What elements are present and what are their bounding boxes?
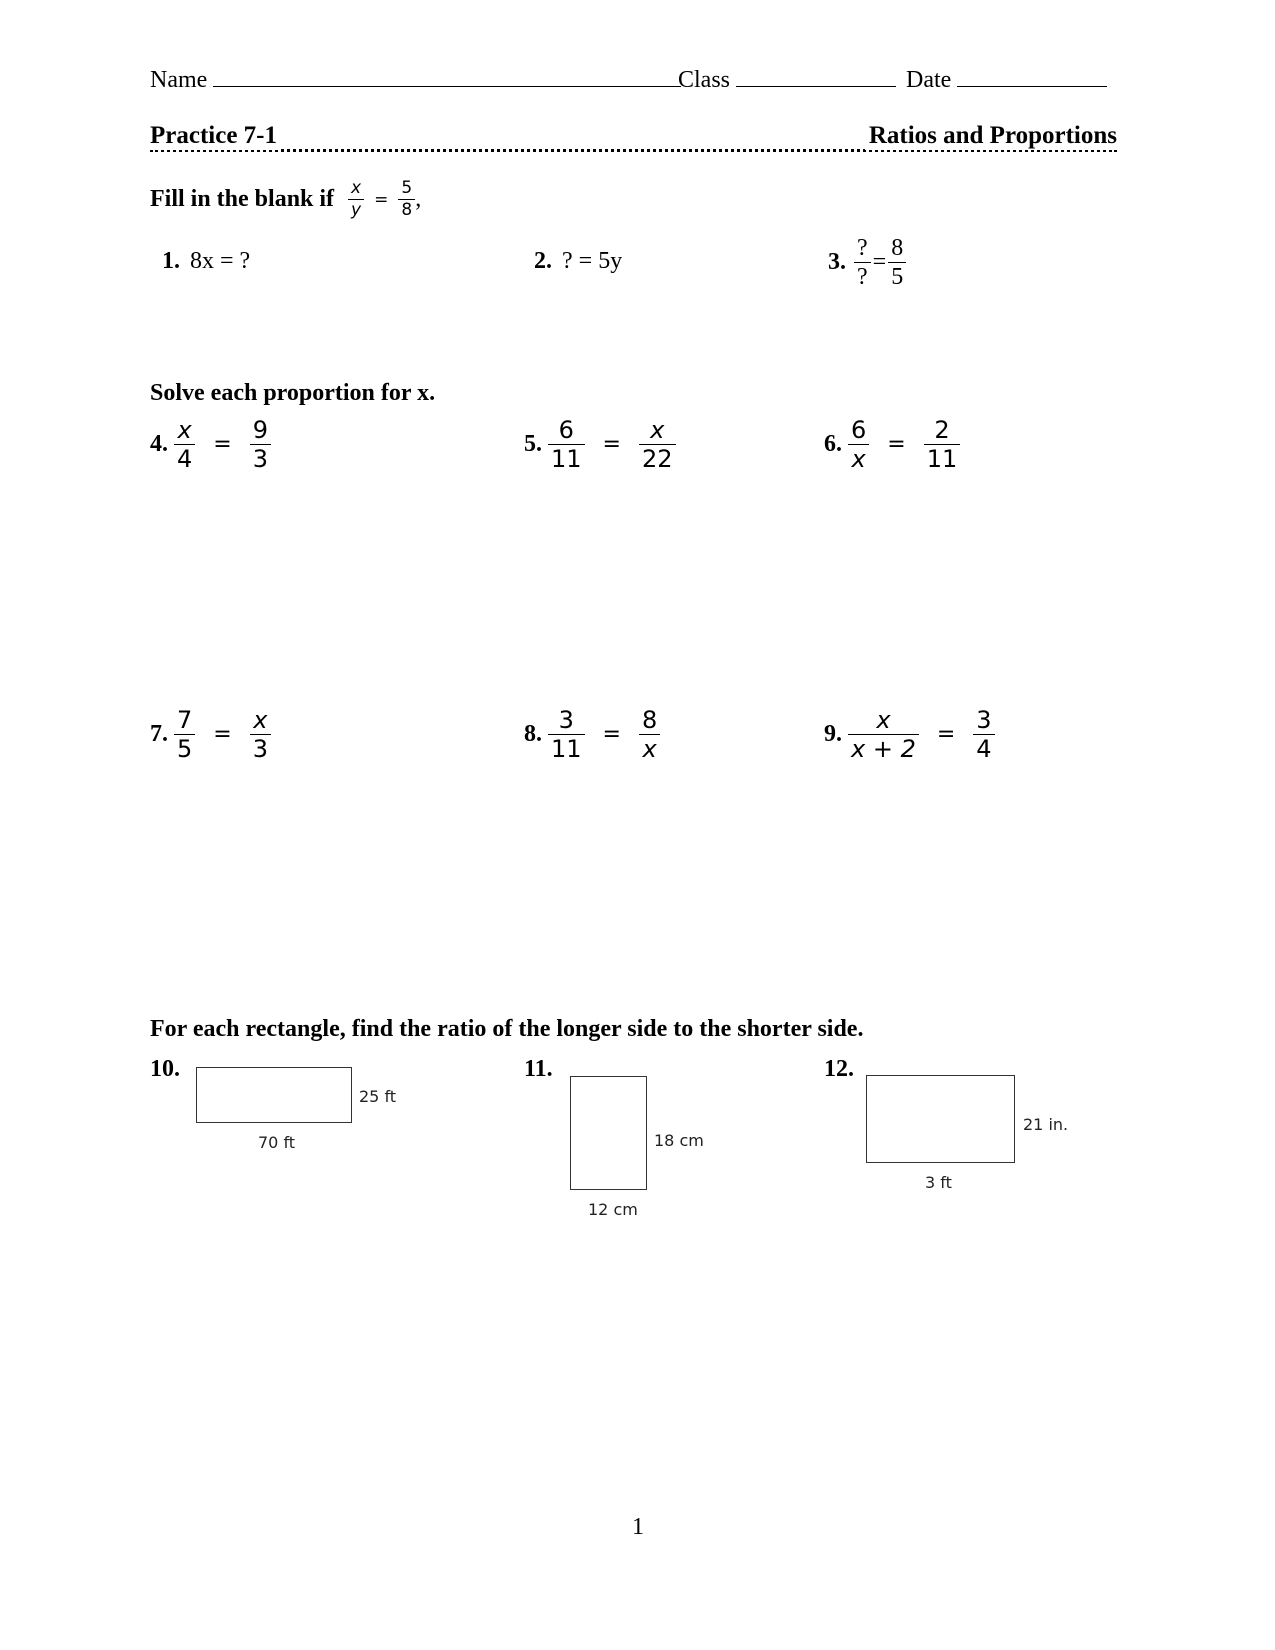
fraction-bar: [854, 262, 871, 263]
numerator: 6: [851, 416, 867, 444]
equals-sign: =: [936, 722, 956, 747]
denominator: 5: [891, 264, 904, 290]
problem-10-number: 10.: [150, 1056, 180, 1082]
numerator: 2: [934, 416, 950, 444]
problem-number: 7.: [150, 721, 168, 747]
given-trailing-comma: ,: [415, 186, 422, 212]
denominator: x + 2: [851, 735, 916, 763]
fraction-left: [174, 708, 195, 761]
numerator: x: [253, 706, 268, 734]
fraction-left: [174, 418, 195, 471]
section1-instruction: [150, 180, 421, 219]
problem-9: [824, 708, 995, 761]
section3-instruction: For each rectangle, find the ratio of the longer side to the shorter side.: [150, 1016, 864, 1042]
denominator: 11: [551, 445, 582, 473]
numerator: x: [876, 706, 891, 734]
fraction-right: [973, 708, 994, 761]
numerator: ?: [857, 235, 868, 261]
denominator: 5: [177, 735, 193, 763]
rectangle-11-bottom-label: 12 cm: [588, 1200, 638, 1219]
name-field[interactable]: [150, 66, 681, 94]
denominator: ?: [857, 264, 868, 290]
denominator: 22: [641, 445, 673, 473]
date-label: Date: [906, 67, 952, 93]
rectangle-10-bottom-label: 70 ft: [258, 1133, 296, 1152]
fraction-right: [924, 418, 961, 471]
worksheet-title-row: [150, 122, 1117, 156]
rectangle-11: [570, 1076, 647, 1190]
rectangle-12: [866, 1075, 1015, 1163]
problem-number: 1.: [162, 248, 180, 274]
numerator: 6: [558, 416, 574, 444]
rectangle-10: [196, 1067, 352, 1123]
page-number: 1: [632, 1514, 644, 1540]
topic-title: Ratios and Proportions: [865, 122, 1117, 150]
fraction-left: [548, 708, 585, 761]
denominator: x: [642, 735, 657, 763]
problem-expression: 8x = ?: [190, 248, 251, 274]
numerator: 3: [558, 706, 574, 734]
rectangle-12-bottom-label: 3 ft: [925, 1173, 952, 1192]
equals-sign: =: [887, 432, 906, 457]
fraction-left: [848, 708, 919, 761]
section1-instruction-text: Fill in the blank if: [150, 186, 335, 212]
numerator: x: [177, 416, 192, 444]
fraction-left: [854, 236, 871, 289]
class-blank[interactable]: [736, 66, 896, 87]
denominator: 3: [252, 445, 268, 473]
problem-5: [524, 418, 676, 471]
date-blank[interactable]: [957, 66, 1107, 87]
problem-3: [828, 236, 906, 289]
problem-1: [162, 248, 250, 275]
problem-12-number: 12.: [824, 1056, 854, 1082]
equals-sign: =: [213, 722, 232, 747]
fraction-right: [639, 708, 660, 761]
fraction-left: [848, 418, 869, 471]
denominator: 11: [926, 445, 958, 473]
problem-2: [534, 248, 622, 275]
problem-number: 3.: [828, 249, 846, 275]
section2-instruction: Solve each proportion for x.: [150, 380, 436, 406]
class-field[interactable]: [678, 66, 896, 94]
given-fraction-left: [348, 180, 364, 219]
given-equals: =: [374, 189, 389, 210]
rectangle-10-side-label: 25 ft: [359, 1087, 397, 1106]
problem-expression: ? = 5y: [562, 248, 623, 274]
practice-title: Practice 7-1: [150, 122, 281, 150]
denominator: 3: [252, 735, 268, 763]
problem-7: [150, 708, 271, 761]
date-field[interactable]: [906, 66, 1107, 94]
denominator: 11: [551, 735, 582, 763]
problem-number: 4.: [150, 431, 168, 457]
equals-sign: =: [602, 722, 621, 747]
equals-sign: =: [602, 432, 621, 457]
numerator: 8: [641, 706, 658, 734]
given-fraction-right: [398, 180, 415, 219]
numerator: 7: [177, 706, 193, 734]
problem-number: 2.: [534, 248, 552, 274]
denominator: 4: [976, 735, 992, 763]
numerator: 8: [891, 235, 904, 261]
fraction-right: [250, 418, 271, 471]
problem-6: [824, 418, 960, 471]
class-label: Class: [678, 67, 731, 93]
problem-number: 5.: [524, 431, 542, 457]
numerator: 3: [976, 706, 992, 734]
numerator: x: [650, 416, 665, 444]
equals-sign: =: [213, 432, 232, 457]
given-den2: 8: [401, 200, 413, 220]
fraction-left: [548, 418, 585, 471]
rectangle-12-side-label: 21 in.: [1023, 1115, 1069, 1134]
denominator: 4: [177, 445, 193, 473]
problem-4: [150, 418, 271, 471]
numerator: 9: [252, 416, 268, 444]
given-den1: y: [351, 200, 362, 220]
problem-number: 8.: [524, 721, 542, 747]
problem-8: [524, 708, 660, 761]
name-label: Name: [150, 67, 208, 93]
fraction-right: [888, 236, 906, 289]
problem-11-number: 11.: [524, 1056, 553, 1082]
given-num2: 5: [401, 178, 413, 198]
given-num1: x: [351, 178, 362, 198]
fraction-bar: [888, 262, 906, 263]
fraction-right: [639, 418, 676, 471]
fraction-right: [250, 708, 271, 761]
denominator: x: [851, 445, 866, 473]
problem-number: 6.: [824, 431, 842, 457]
equals-sign: =: [872, 249, 887, 275]
rectangle-11-side-label: 18 cm: [654, 1131, 704, 1150]
name-blank[interactable]: [213, 66, 681, 87]
problem-number: 9.: [824, 721, 842, 747]
